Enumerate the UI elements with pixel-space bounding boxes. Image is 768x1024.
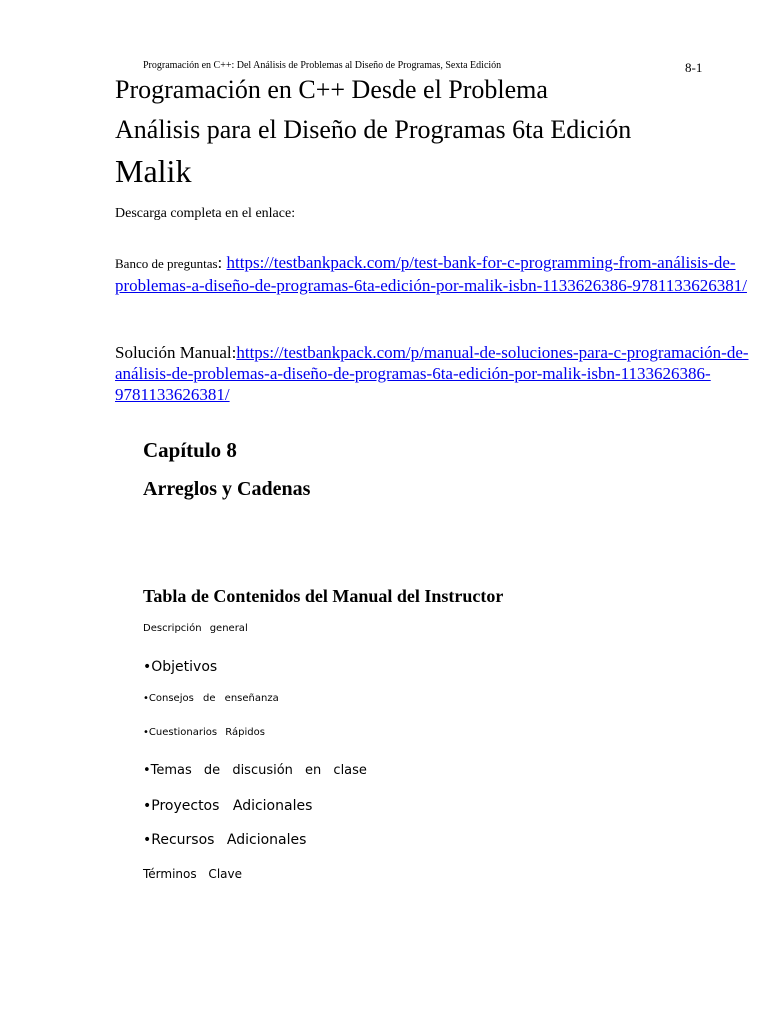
toc-item-temas-de-discusion: •Temas de discusión en clase bbox=[143, 763, 367, 778]
chapter-number: Capítulo 8 bbox=[143, 438, 237, 462]
solution-manual-label: Solución Manual: bbox=[115, 343, 237, 362]
solution-manual-link[interactable]: https://testbankpack.com/p/manual-de-soluciones-para-c-programación-de-análisis-de-problemas-a-diseño-de-programas-6ta-edición-por-malik-isbn-1133626386-9781133626381/ bbox=[115, 343, 749, 404]
toc-item-cuestionarios-rapidos: •Cuestionarios Rápidos bbox=[143, 727, 265, 738]
page-number: 8-1 bbox=[685, 60, 703, 75]
toc-item-objetivos: •Objetivos bbox=[143, 659, 218, 675]
download-text: Descarga completa en el enlace: bbox=[115, 206, 296, 221]
toc-title: Tabla de Contenidos del Manual del Instructor bbox=[143, 586, 504, 606]
toc-item-descripcion-general: Descripción general bbox=[143, 623, 248, 634]
test-bank-label: Banco de preguntas bbox=[115, 256, 218, 271]
toc-item-proyectos-adicionales: •Proyectos Adicionales bbox=[143, 798, 313, 814]
running-head: Programación en C++: Del Análisis de Problemas al Diseño de Programas, Sexta Edición bbox=[143, 60, 502, 71]
solution-manual-paragraph bbox=[115, 342, 755, 405]
document-title-line-2: Análisis para el Diseño de Programas 6ta Edición bbox=[115, 115, 632, 144]
test-bank-separator: : bbox=[217, 253, 227, 272]
test-bank-link[interactable]: https://testbankpack.com/p/test-bank-for-c-programming-from-análisis-de-problemas-a-diseño-de-programas-6ta-edición-por-malik-isbn-1133626386-9781133626381/ bbox=[115, 253, 747, 295]
test-bank-paragraph bbox=[115, 252, 755, 297]
document-title-author: Malik bbox=[115, 153, 192, 189]
chapter-title: Arreglos y Cadenas bbox=[143, 478, 311, 500]
document-title-line-1: Programación en C++ Desde el Problema bbox=[115, 75, 548, 104]
toc-item-recursos-adicionales: •Recursos Adicionales bbox=[143, 832, 307, 848]
toc-item-terminos-clave: Términos Clave bbox=[143, 867, 242, 881]
toc-item-consejos-de-ensenanza: •Consejos de enseñanza bbox=[143, 693, 279, 704]
